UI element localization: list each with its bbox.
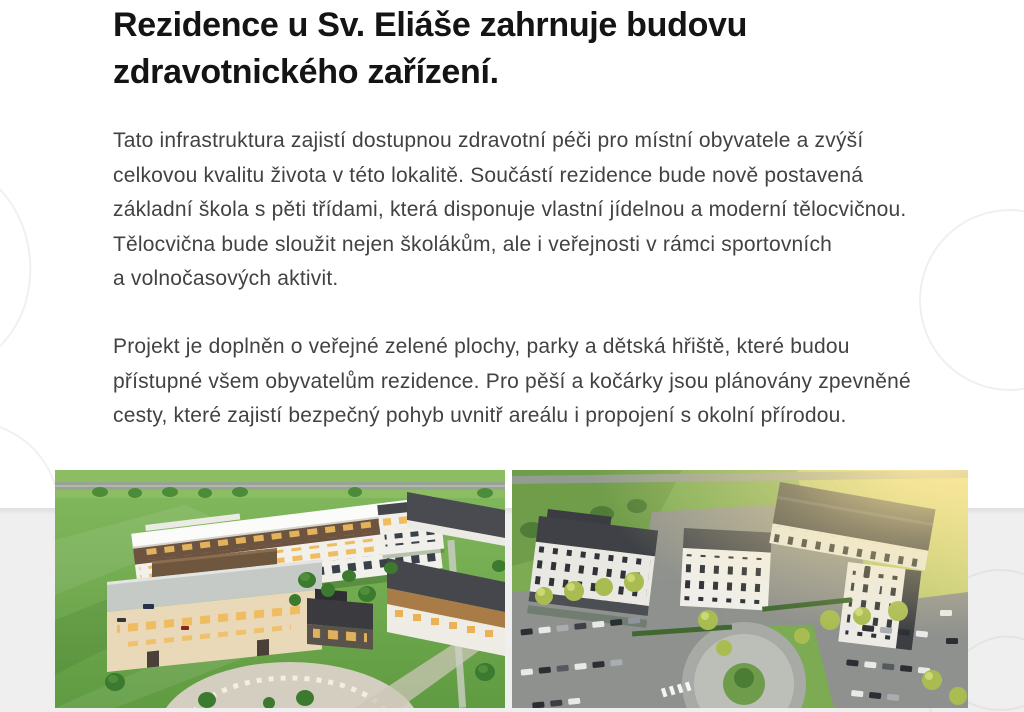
paragraph-line: Tělocvična bude sloužit nejen školákům, ale i veřejnosti v rámci sportovních xyxy=(113,232,833,256)
paragraph-line: základní škola s pěti třídami, která disponuje vlastní jídelnou a moderní tělocvičnou. xyxy=(113,198,907,222)
aerial-render-illustration xyxy=(55,470,505,708)
paragraph-line: přístupné všem obyvatelům rezidence. Pro pěší a kočárky jsou plánovány zpevněné xyxy=(113,369,911,393)
paragraph-infrastructure xyxy=(113,124,973,297)
page-title xyxy=(113,2,953,96)
right-photo-image xyxy=(512,470,968,708)
paragraph-line: Projekt je doplněn o veřejné zelené plochy, parky a dětská hřiště, které budou xyxy=(113,335,850,358)
left-render-image xyxy=(55,470,505,708)
paragraph-line: celkovou kvalitu života v této lokalitě. Součástí rezidence bude nově postavená xyxy=(113,163,864,187)
paragraph-line: a volnočasových aktivit. xyxy=(113,267,339,291)
page-title-line: zdravotnického zařízení. xyxy=(113,53,499,91)
image-gallery xyxy=(55,470,968,708)
paragraph-green-areas xyxy=(113,330,973,434)
paragraph-line: Tato infrastruktura zajistí dostupnou zdravotní péči pro místní obyvatele a zvýší xyxy=(113,129,864,152)
page-title-line: Rezidence u Sv. Eliáše zahrnuje budovu xyxy=(113,6,748,44)
paragraph-line: cesty, které zajistí bezpečný pohyb uvnitř areálu i propojení s okolní přírodou. xyxy=(113,404,847,428)
aerial-photo-illustration xyxy=(512,470,968,708)
